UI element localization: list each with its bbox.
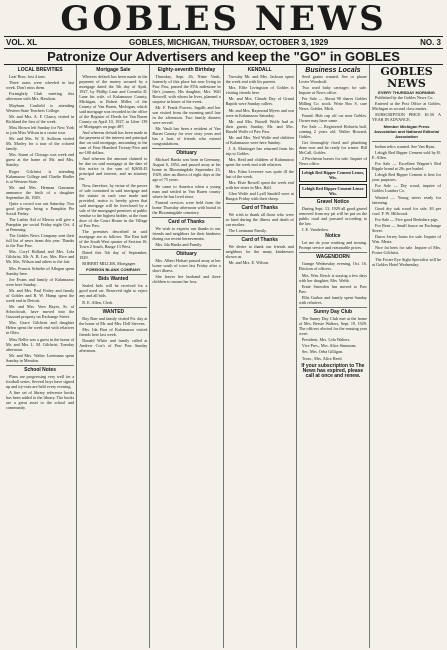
- issue-date: GOBLES, MICHIGAN, THURSDAY, OCTOBER 3, 1929: [129, 38, 329, 47]
- paragraph: Roger Gilchrist is attending Kalamazoo College and Charlie Hudler is at Western State.: [6, 168, 75, 184]
- paragraph: Mrs. Ida Hart of Kalamazoo visited friends here last week.: [79, 326, 148, 337]
- paragraph: J. E. Vanderlow.: [301, 227, 330, 233]
- paragraph: She leaves her husband and three children to mourn her loss.: [152, 274, 221, 285]
- patronize-banner: Patronize Our Advertisers and keep the "GO" in GOBLES: [4, 49, 443, 65]
- paragraph: Sec. Mrs. Orba Gilligan.: [301, 349, 343, 355]
- paragraph: Mr. Vault has been a resident of Van Buren County for over sixty years and has a host of friends who extend congratulations.: [152, 126, 221, 147]
- paragraph: Lehigh Red Ripper Cement sold by R. E. Allen.: [372, 149, 442, 160]
- col5-wagendorn: [299, 261, 367, 305]
- paragraph: Roy Barr and family visited Fri. day at the home of Mr. and Mrs. Dell Stevens.: [79, 315, 148, 326]
- columns: [4, 65, 443, 648]
- paragraph: For Sale — Excellent Wagner's Red Ripple brand at 20c per bushel.: [372, 160, 442, 171]
- paragraph: Ernie Snowden has moved to Paw Paw.: [298, 283, 368, 294]
- paragraph: Mrs. Coryl Holland and Mrs. Lela Gilchrist, Mr. A. B. Lee, Mrs. Rice and Mr. Mrs. Wilson and others to the fair.: [6, 249, 75, 265]
- paragraph: R. E. Allen, Clerk.: [82, 299, 114, 305]
- business-locals-heading: Business Locals: [305, 67, 361, 74]
- paragraph: Mr. F. Frank Powers, Ingalls and her son visited from the morning until late in the afternoon. Two family dinners were served.: [152, 105, 221, 126]
- col5-paragraphs: [299, 74, 367, 166]
- paragraph: Mrs. Stuart of Chicago was week end guest at the home of Mr. and Mrs. Stanley.: [6, 152, 75, 168]
- birthday-heading: Eighty-seventh Birthday: [157, 67, 216, 73]
- col4-thanks: [226, 212, 294, 233]
- paragraph: Let me do your washing and ironing. Prompt service and reasonable prices.: [298, 240, 368, 251]
- paragraph: We wish to thank all those who were so kind during the illness and death of our mother.: [225, 211, 294, 227]
- paragraph: Mr. and Mrs. A. F. Clancy visited in Richland the first of the week.: [6, 113, 75, 124]
- paragraph: Dated this 5th day of September, 1929.: [79, 249, 148, 260]
- obituary-heading: Obituary: [176, 150, 197, 157]
- paragraph: Mr. and Mrs. Raymond Myers and son were in Kalamazoo Saturday.: [225, 107, 294, 118]
- paragraph: Sealed bids will be received for a good used car. Reserved right to reject any and all bids.: [79, 283, 148, 299]
- col4-thanks2: [226, 244, 294, 265]
- col3-obit2: [152, 258, 220, 284]
- paragraph: Mrs. Francis Schiebe of Allegan spent Sunday here.: [6, 265, 75, 276]
- paragraph: Mrs. Grace Gilchrist and daughter Helen spent the week end with relatives in Ohio.: [6, 320, 75, 336]
- paragraph: The Sunny Day Club met at the home of Mrs. Bessie Walters, Sept. 19, 1929. The officers elected for the ensuing year were:: [298, 315, 368, 336]
- paragraph: He came to America when a young man and settled in Van Buren county where he has lived since.: [152, 183, 221, 199]
- gravel-notice-heading: Gravel Notice: [316, 199, 350, 206]
- paragraph: Fortnightly Club meeting this afternoon with Mrs. Hawkins.: [6, 91, 75, 102]
- paragraph: Mrs. Albert Hobart passed away at her home south of town last Friday after a short illness.: [152, 257, 221, 273]
- paragraph: The premises described in said mortgage are as follows: The East half of the South West quarter of Section 16, Town 2 South, Range 13 West.: [79, 228, 148, 249]
- issue-number: NO. 3: [420, 38, 441, 47]
- paragraph: Published by the Gobles News Co.: [375, 95, 434, 100]
- col2-notice: FOREIGN BLANK COMPANY: [86, 267, 141, 273]
- paragraph: Mr. and Mrs. Russell Wolfe had as their guests Sunday, Mr. and Mrs. Harold Wolfe of Paw Paw.: [225, 118, 294, 134]
- col5-gravel: [299, 206, 367, 232]
- paragraph: Mayburn Cunfield is attending Western State Teachers College.: [6, 102, 75, 113]
- paragraph: Mrs. Wm. Resch is staying a few days with her daughter, Mrs. Webb.: [298, 272, 368, 283]
- paragraph: Miss Brown left Sunday for New York to join Miss Wilson in a cruise tour.: [6, 124, 75, 135]
- paragraph: Mr. and Mrs. Herman Gausman announce the birth of a daughter September 26, 1929.: [6, 184, 75, 200]
- paragraph: 2 Percheron horses for sale. Inquire of News office.: [298, 156, 368, 167]
- paragraph: The Gobles News Company sent their full list of news items this year. Thanks to the Paw Paw.: [6, 233, 75, 249]
- notice-heading: Notice: [325, 233, 341, 240]
- col6-lines: [372, 95, 441, 122]
- col2-wanted: [79, 316, 147, 353]
- paragraph: Glen Wolfe and Lyall Sandell were at Bangor Friday with their sheep.: [225, 190, 294, 201]
- col4-paragraphs: [226, 74, 294, 201]
- col2-bids: [79, 283, 147, 304]
- column-1: [4, 65, 77, 648]
- card-of-thanks2-heading: Card of Thanks: [241, 204, 278, 211]
- masthead-box-subtitle: EVERY THURSDAY MORNING: [378, 90, 435, 95]
- paragraph: Mrs. Ida Hanks and Family.: [155, 241, 203, 247]
- column-4: [224, 65, 297, 648]
- col1-school: [6, 374, 74, 410]
- paragraph: Mrs. Effie Livingston of Gobles is visiting friends here.: [225, 85, 294, 96]
- masthead: GOBLES NEWS: [60, 0, 387, 39]
- paragraph: We wish to express our thanks to our friends and neighbors for their kindness during our recent bereavement.: [152, 225, 221, 241]
- paragraph: During Sept. 13, 1929 all good gravel removed from my pit will be put on the public road and pursued according to the law.: [298, 206, 368, 227]
- paragraph: Whereas default has been made in the payment of the money secured by a mortgage dated the 5th day of April, 1927, by Phillip Lane and Cornelia D. Lane his wife, of Kalamazoo County, Michigan, to Robert Miller, of the County of Van Buren, Michigan, which said mortgage was recorded in the office of the Register of Deeds for Van Buren County on April 10, 1927, in Liber 139 of Mortgages on page 487;: [79, 74, 148, 129]
- paragraph: Joe Evans and family of Kalamazoo were here Sunday.: [6, 276, 75, 287]
- column-6: [370, 65, 443, 648]
- paragraph: Mrs. Elsie Rowell spent the week end with her sister in Mrs. Hall.: [225, 179, 294, 190]
- paragraph: Good dry oak wood for sale, $3 per cord. F. W. Hillwood.: [372, 205, 442, 216]
- col6-paragraphs: [372, 144, 441, 267]
- paragraph: Two used baby carriages for sale. Inquire at News office.: [298, 85, 368, 96]
- paragraph: For Sale — About 90 shares Gobles Milling Co. stock. Write Box S, care News, Gobles, Mich.: [298, 96, 368, 112]
- paragraph: SUBSCRIPTION PRICE $1.50 A YEAR IN ADVANCE.: [372, 112, 442, 123]
- paragraph: The Foster Eye Sight Specialist will be at Gobles Hotel Wednesday.: [372, 256, 442, 267]
- paragraph: Mrs. Reid and children of Kalamazoo spent the week end with relatives.: [225, 157, 294, 168]
- mortgage-sale-heading: Mortgage Sale: [96, 67, 131, 73]
- paragraph: For Sale — Registered Holstein bull, coming 2 years old. Walter Howard, Gobles.: [298, 123, 368, 139]
- column-2: [77, 65, 150, 648]
- volume: VOL. XL: [6, 38, 38, 47]
- card-of-thanks3-heading: Card of Thanks: [241, 237, 278, 244]
- paragraph: Miss Nellie was a guest in the home of Mr. and Mrs. L. M. Gilchrist, Tuesday afternoon.: [6, 336, 75, 352]
- col1-paragraphs: [6, 74, 74, 363]
- paragraph: And whereas default has been made in the payment of the interest and principal due on said mortgage, amounting to the sum of Four Hundred Twenty-Five and no-100 dollars.: [79, 130, 148, 156]
- paragraph: Mrs. Edna Leversee was quite ill the last of the week.: [225, 168, 294, 179]
- paragraph: Tuesday Mr. and Mrs. Jackson spent the week end with his parents.: [225, 74, 294, 84]
- paragraph: Mr. and Mrs. Vern Hayes, Sr. of Schoolcraft, have moved into the Guzzard property on Exchange Street.: [6, 304, 75, 320]
- paragraph: Quite a crowd was out Saturday. Two good pile-ups bring a Pumpkin Pie Social Friday.: [6, 200, 75, 216]
- col3-obit: [152, 157, 220, 214]
- paragraph: Get thoroughly fixed and plumbing done now and be ready for winter. Bill McCall, Gobles.: [298, 139, 368, 155]
- paragraph: Entered at the Post Office at Gobles, Michigan as second class matter.: [372, 101, 442, 112]
- subscription-promo: If your subscription to The News has expired, please call at once and renew.: [301, 362, 365, 379]
- paragraph: Duroc Jersey boars for sale. Inquire of Wm. Merta.: [372, 234, 442, 245]
- paragraph: For Sale — Five good Berkshire pigs.: [375, 216, 439, 222]
- paragraph: Treas., Mrs. Alice Reed.: [301, 355, 343, 361]
- kendall-heading: KENDALL: [247, 67, 272, 73]
- paragraph: Donald White and family called at Andrew Cox's of Paw Paw Sunday afternoon.: [79, 337, 148, 353]
- card-of-thanks-heading: Card of Thanks: [168, 218, 205, 225]
- col3-thanks: [152, 226, 220, 247]
- paragraph: And whereas the amount claimed to be due on said mortgage at the date of this notice is the sum of $2658.45 principal and interest, and an attorney fee.: [79, 156, 148, 182]
- local-brevities-heading: LOCAL BREVITIES: [17, 67, 63, 73]
- obituary2-heading: Obituary: [176, 250, 197, 257]
- paragraph: For Sale — Dry wood, inquire of Gobles Lumber Co.: [372, 183, 442, 194]
- paragraph: Grange Wednesday evening, Oct. 16. Election of officers.: [298, 261, 368, 272]
- wagendorn-heading: WAGENDORN: [316, 254, 350, 261]
- masthead-box-logo: GOBLES NEWS: [380, 65, 433, 90]
- col3-paragraphs: [152, 74, 220, 146]
- paragraph: Mr. and Mrs. Paul Finley and family of Gobles and R. W. Hamp spent the week end in Detroit.: [6, 288, 75, 303]
- column-3: [150, 65, 223, 648]
- paragraph: Mr. and Mrs. Neil Wolfe and children of Kalamazoo were here Sunday.: [225, 134, 294, 145]
- paragraph: Plans are progressing very well for a football series. Several boys have signed up and try-outs are held every evening.: [6, 373, 75, 389]
- paragraph: Mr. and Mrs. Walter Loetmann spent Sunday in Mendon.: [6, 352, 75, 363]
- paragraph: Now, therefore, by virtue of the power of sale contained in said mortgage and the statute in such case made and provided, notice is hereby given that said mortgage will be foreclosed by a sale of the mortgaged premises at public vendue to the highest bidder, at the front door of the Court House in the Village of Paw Paw.: [79, 182, 148, 228]
- col5-notice: [299, 240, 367, 250]
- cement-ad-1: Lehigh Red Ripper Cement Lenox, Wis.: [299, 168, 367, 182]
- paragraph: Vice Pres., Mrs. Alice Simmons.: [301, 343, 357, 349]
- paragraph: Found: Hub cap off car near Gobles. Owner may have same.: [298, 112, 368, 123]
- paragraph: Lehigh Red Ripper Cement is best for your purposes.: [372, 172, 442, 183]
- paragraph: Three autos were wheeled in last week. Don't miss them.: [6, 80, 75, 91]
- paragraph: ROBERT MILLER, Mortgagee.: [82, 261, 137, 267]
- paragraph: J. A. Martinger has returned from his trip to Gobles.: [225, 146, 294, 157]
- sunny-day-club-heading: Sunny Day Club: [313, 308, 353, 315]
- paragraph: Leaf Bros. lost 4 tons.: [9, 74, 46, 79]
- paragraph: The Ladies Aid of Mercia will give a Pumpkin pie social Friday night Oct. 4 at Pennsing.: [6, 217, 75, 233]
- col2-paragraphs: [79, 74, 147, 266]
- press-association: Member Michigan Press Association and National Editorial Association: [374, 123, 439, 139]
- paragraph: Thursday, Sept. 26, Nime Vault, formerly of this place but now living in Paw Paw, passed the 87th milestone in life's journey. His daughter, Mrs. Will Boswell, with whom he lives, planned a surprise in honor of the event.: [152, 74, 221, 104]
- paragraph: Mr. and Mrs. Claude Day of Grand Rapids were Sunday callers.: [225, 96, 294, 107]
- paragraph: Ellis Garbor and family spent Sunday with relatives.: [298, 294, 368, 305]
- col5-sunny: [299, 316, 367, 361]
- paragraph: Wanted — Young steers ready for fattening.: [372, 194, 442, 205]
- paragraph: Seed grains wanted. See or phone Lester Woodruff.: [298, 74, 368, 84]
- column-5: [297, 65, 370, 648]
- paragraph: Michael Hanks was born in Germany, August 6, 1854, and passed away at his home in Bloomingdale September 23, 1929, after an illness of eight days at the age of 75 years.: [152, 157, 221, 183]
- cement-ad-2: Lehigh Red Ripper Cement Lenox Wis.: [299, 184, 367, 198]
- paragraph: Nice fat hens for sale. Inquire of Mrs. Foster Gilchrist.: [372, 245, 442, 256]
- paragraph: We desire to thank our friends and neighbors for the many kindnesses shown us.: [225, 244, 294, 260]
- paragraph: Mr. and Mrs. W. E. Sullivan visited Mt. Morley for a tour of the colored family.: [6, 136, 75, 152]
- paragraph: President, Mrs. Lela Walters.: [301, 337, 351, 343]
- paragraph: Mr. and Mrs. E. Wilson.: [228, 260, 270, 266]
- paragraph: Indian relics wanted. See Van Ryan.: [375, 143, 436, 149]
- school-notes-heading: School Notes: [24, 366, 57, 373]
- paragraph: The Loetmann Family.: [228, 228, 267, 234]
- wanted-heading: WANTED: [102, 308, 125, 315]
- paragraph: For Rent — Small house on Exchange Street.: [372, 223, 442, 234]
- paragraph: A fine set of library reference books has been added to the library. The books are a great asset to the school and community.: [6, 389, 75, 410]
- paragraph: Funeral services were held from the home Thursday afternoon with burial in the Bloomingdale cemetery.: [152, 199, 221, 215]
- bids-wanted-heading: Bids Wanted: [98, 276, 129, 283]
